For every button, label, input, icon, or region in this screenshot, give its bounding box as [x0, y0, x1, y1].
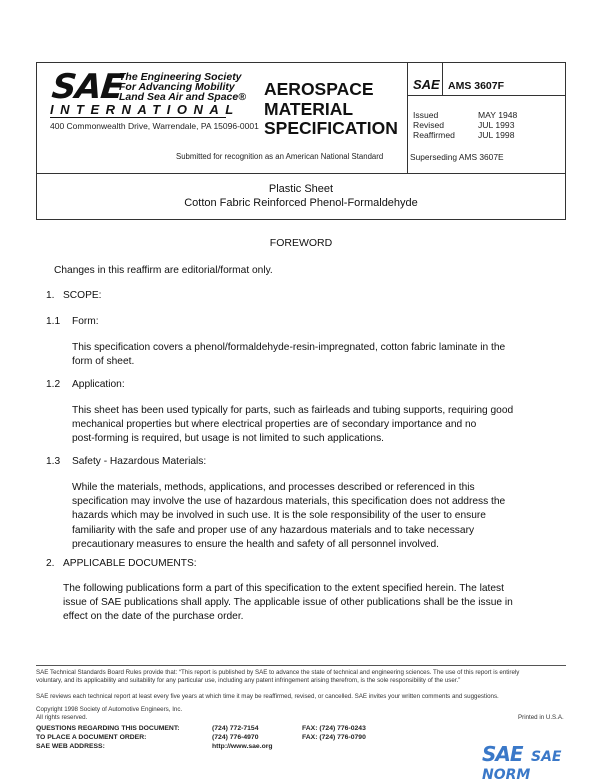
printed-in-usa: Printed in U.S.A.	[518, 714, 564, 721]
section-1-1-number: 1.1	[46, 316, 61, 327]
section-1-title: SCOPE:	[63, 290, 102, 301]
number-rule	[407, 95, 565, 96]
contact-questions-fax: FAX: (724) 776-0243	[302, 725, 366, 732]
watermark-logo: SAE	[482, 742, 523, 766]
section-1-2-title: Application:	[72, 379, 125, 390]
contact-web-label: SAE WEB ADDRESS:	[36, 743, 105, 750]
section-2-title: APPLICABLE DOCUMENTS:	[63, 558, 197, 569]
section-1-1-text: This specification covers a phenol/formaldehyde-resin-impregnated, cotton fabric laminate in the form of sheet.	[72, 342, 506, 368]
issued-date: MAY 1948	[478, 110, 518, 120]
copyright-notice: Copyright 1998 Society of Automotive Engineers, Inc. All rights reserved.	[36, 706, 183, 721]
document-number: AMS 3607F	[448, 80, 505, 92]
section-1-3-title: Safety - Hazardous Materials:	[72, 456, 207, 467]
header-divider	[407, 63, 408, 173]
section-1-1-title: Form:	[72, 316, 99, 327]
issued-label: Issued	[413, 110, 439, 120]
section-1-2-text: This sheet has been used typically for parts, such as fairleads and tubing supports, requiring good mechanical properties but where electrical properties are of secondary importance and no post-forming is required, but usage is not limited to such applications.	[72, 405, 514, 445]
sae-small-logo: SAE	[413, 77, 440, 92]
ans-submission-note: Submitted for recognition as an American National Standard	[176, 152, 384, 161]
international-rule	[50, 117, 226, 118]
superseding-note: Superseding AMS 3607E	[410, 152, 504, 162]
section-2-number: 2.	[46, 558, 55, 569]
section-2-text: The following publications form a part of this specification to the extent specified herein. The latest issue of SAE publications shall apply. The applicable issue of other publications shall be the issue in effect on the date of the purchase order.	[63, 583, 513, 623]
section-1-3-text: While the materials, methods, applications, and processes described or referenced in this specification may involve the use of hazardous materials, this specification does not address the hazards which may be involved in such use. It is the sole responsibility of the user to ensure familiarity with the safe and proper use of any hazardous materials and to take necessary precautionary measures to ensure the health and safety of all personnel involved.	[72, 482, 506, 550]
foreword-text: Changes in this reaffirm are editorial/format only.	[54, 265, 273, 276]
revised-date: JUL 1993	[478, 120, 515, 130]
contact-web-url[interactable]: http://www.sae.org	[212, 743, 273, 750]
contact-questions-label: QUESTIONS REGARDING THIS DOCUMENT:	[36, 725, 180, 732]
technical-standards-policy: SAE Technical Standards Board Rules provide that: “This report is published by SAE to advance the state of technical and engineering sciences. The use of this report is entirely voluntary, and its applicability and suitability for any particular use, including any patent infringement arising therefrom, is the sole responsibility of the user.”	[36, 669, 520, 684]
contact-order-label: TO PLACE A DOCUMENT ORDER:	[36, 734, 147, 741]
revised-label: Revised	[413, 120, 445, 130]
society-tagline: The Engineering Society For Advancing Mobility Land Sea Air and Space®	[119, 71, 246, 103]
document-type: AEROSPACE MATERIAL SPECIFICATION	[264, 79, 398, 138]
sae-logo: SAE	[49, 67, 126, 107]
reaffirmed-label: Reaffirmed	[413, 130, 455, 140]
review-policy: SAE reviews each technical report at least every five years at which time it may be reaffirmed, revised, or cancelled. SAE invites your written comments and suggestions.	[36, 693, 499, 700]
section-1-2-number: 1.2	[46, 379, 61, 390]
watermark-text: SAE NORM	[482, 749, 562, 783]
section-1-3-number: 1.3	[46, 456, 61, 467]
title-line-2: Cotton Fabric Reinforced Phenol-Formaldehyde	[184, 197, 418, 209]
international-label: INTERNATIONAL	[50, 102, 240, 117]
contact-order-phone[interactable]: (724) 776-4970	[212, 734, 259, 741]
section-1-number: 1.	[46, 290, 55, 301]
title-line-1: Plastic Sheet	[268, 183, 334, 195]
sae-norm-watermark	[482, 742, 600, 784]
footer-rule	[36, 665, 566, 666]
address: 400 Commonwealth Drive, Warrendale, PA 15096-0001	[50, 121, 259, 131]
number-divider	[442, 63, 443, 95]
contact-questions-phone[interactable]: (724) 772-7154	[212, 725, 259, 732]
contact-order-fax: FAX: (724) 776-0790	[302, 734, 366, 741]
reaffirmed-date: JUL 1998	[478, 130, 515, 140]
foreword-heading: FOREWORD	[269, 237, 333, 249]
